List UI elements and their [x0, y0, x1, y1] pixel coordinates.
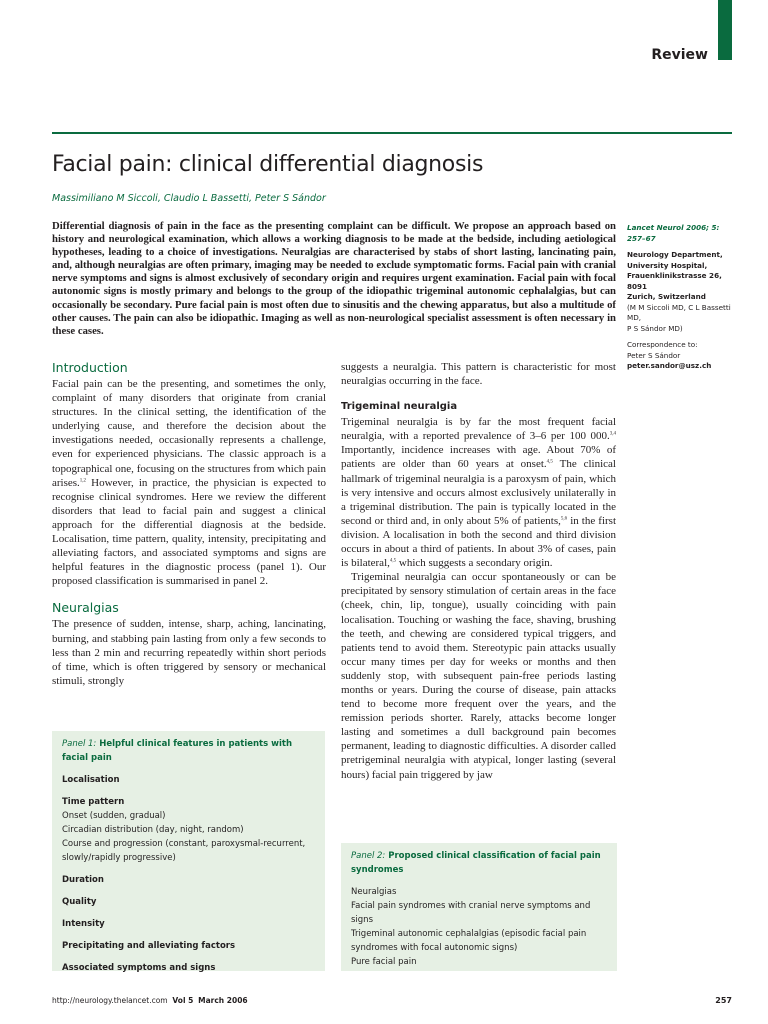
section-label: Review	[651, 47, 708, 63]
trigeminal-paragraph-2: Trigeminal neuralgia can occur spontaneously or can be precipitated by sensory stimulation of certain areas in the face (cheek, chin, lip, tongue), usually coinciding with pain localisation. Touching or washing the face, shaving, brushing the teeth, and chewing are considered typical triggers, and patients tend to avoid them. Stereotypic pain attacks usually occur many times per day for weeks or months and then suddenly stop, with subsequent pain-free periods lasting months or years. During the course of disease, pain attacks tend to become more frequent over the years, and the remission periods shorter. Rarely, attacks become longer lasting and sometimes a dull background pain becomes permanent, leading to diagnostic difficulties. A disorder called pretrigeminal neuralgia with atypical, longer lasting (several hours) facial pain triggered by jaw	[341, 571, 616, 781]
panel-1-time-pattern: Time pattern	[62, 797, 125, 807]
neuralgias-paragraph: The presence of sudden, intense, sharp, aching, lancinating, burning, and stabbing pain lasting from only a few seconds to less than 2 min and recurring repeatedly within short periods of time, which is often triggered by sensory or mechanical stimuli, strongly	[52, 618, 326, 687]
affiliation: Neurology Department, University Hospital, Frauenklinikstrasse 26, 8091 Zurich, Switzerland (M M Siccoli MD, C L Bassetti MD, P S Sándor MD)	[627, 250, 731, 333]
header-rule	[52, 132, 732, 134]
right-column	[341, 360, 616, 782]
left-column	[52, 360, 326, 688]
panel-1-list-item: Course and progression (constant, paroxysmal-recurrent,	[62, 839, 306, 849]
trigeminal-neuralgia-heading: Trigeminal neuralgia	[341, 401, 458, 413]
panel-2-list-item: Facial pain syndromes with cranial nerve symptoms and signs	[351, 901, 591, 925]
panel-1-list-item: Onset (sudden, gradual)	[62, 811, 166, 821]
panel-2	[341, 843, 617, 971]
panel-1-duration: Duration	[62, 875, 104, 885]
section-color-tab	[718, 0, 732, 60]
panel-2-title: Panel 2: Proposed clinical classification of facial pain syndromes	[351, 851, 601, 875]
article-authors: Massimiliano M Siccoli, Claudio L Bassetti, Peter S Sándor	[52, 193, 326, 204]
panel-2-list-item: Pure facial pain	[351, 957, 417, 967]
citation: Lancet Neurol 2006; 5: 257–67	[627, 223, 720, 243]
introduction-heading: Introduction	[52, 360, 128, 375]
correspondence-email[interactable]: peter.sandor@usz.ch	[627, 361, 712, 370]
journal-url[interactable]: http://neurology.thelancet.com	[52, 996, 168, 1005]
panel-1-associated: Associated symptoms and signs	[62, 963, 216, 973]
panel-1	[52, 731, 325, 971]
article-abstract: Differential diagnosis of pain in the face as the presenting complaint can be difficult. We propose an approach based on history and neurological examination, which allows a working diagnosis to be made at the bedside, including aetiological hypotheses, leading to a choice of investigations. Neuralgias are characterised by stabs of short lasting, lancinating pain, and, although neuralgias are often primary, imaging may be needed to exclude symptomatic forms. Facial pain with cranial nerve symptoms and signs is almost exclusively of secondary origin and requires urgent examination. Facial pain with focal autonomic signs is mostly primary and belongs to the group of the idiopathic trigeminal autonomic cephalalgias, but can occasionally be secondary. Pure facial pain is most often due to sinusitis and the chewing apparatus, but also a multitude of other causes. The pain can also be idiopathic. Imaging as well as non-neurological specialist assessment is often necessary in these cases.	[52, 220, 616, 337]
panel-1-list-item: slowly/rapidly progressive)	[62, 853, 176, 863]
panel-1-title: Panel 1: Helpful clinical features in patients with facial pain	[62, 739, 293, 763]
introduction-paragraph: Facial pain can be the presenting, and sometimes the only, complaint of many disorders that originate from cranial structures. In the clinical setting, the identification of the underlying cause, and therefore the decision about the investigations needed, occasionally represents a challenge, even for experienced physicians. The classic approach is a topographical one, focusing on the structures from which pain arises.$^{1,2}$ However, in practice, the physician is expected to recognise clinical syndromes. Here we review the different disorders that lead to facial pain and suggest a clinical approach for the differential diagnosis at the bedside. Localisation, time pattern, quality, intensity, precipitating and alleviating factors, and associated symptoms and signs are helpful features in the diagnostic process (panel 1). Our proposed classification is summarised in panel 2.	[52, 378, 326, 588]
panel-1-intensity: Intensity	[62, 919, 105, 929]
panel-1-list-item: Circadian distribution (day, night, random)	[62, 825, 244, 835]
panel-2-list-item: Neuralgias	[351, 887, 397, 897]
article-sidebar	[627, 223, 739, 378]
page-number: 257	[715, 996, 732, 1005]
footer-date: March 2006	[198, 996, 248, 1005]
neuralgias-heading: Neuralgias	[52, 600, 119, 616]
trigeminal-paragraph-1: Trigeminal neuralgia is by far the most frequent facial neuralgia, with a reported prevalence of 3–6 per 100 000.$^{3,4}$ Importantly, incidence increases with age. About 70% of patients are older than 60 years at onset.$^{4,5}$ The clinical hallmark of trigeminal neuralgia is a paroxysm of pain, which is very intensive and occurs almost exclusively unilaterally in a trigeminal distribution. The pain is typically located in the second or third and, in only about 5% of patients,$^{5,6}$ in the first division. A localisation in both the second and third division occurs in about a third of patients. In about 3% of cases, pain is bilateral,$^{4,5}$ which suggests a secondary origin.	[341, 416, 616, 570]
correspondence: Correspondence to: Peter S Sándor peter.sandor@usz.ch	[627, 340, 712, 370]
panel-2-list-item: syndromes with focal autonomic signs)	[351, 943, 518, 953]
panel-2-list-item: Trigeminal autonomic cephalalgias (episodic facial pain	[351, 929, 587, 939]
panel-1-factors: Precipitating and alleviating factors	[62, 941, 236, 951]
panel-1-quality: Quality	[62, 897, 97, 907]
panel-1-localisation: Localisation	[62, 775, 120, 785]
neuralgias-continuation: suggests a neuralgia. This pattern is characteristic for most neuralgias occurring in the face.	[341, 361, 616, 388]
article-title: Facial pain: clinical differential diagnosis	[52, 152, 484, 177]
footer	[52, 996, 248, 1005]
footer-volume: Vol 5	[172, 996, 194, 1005]
